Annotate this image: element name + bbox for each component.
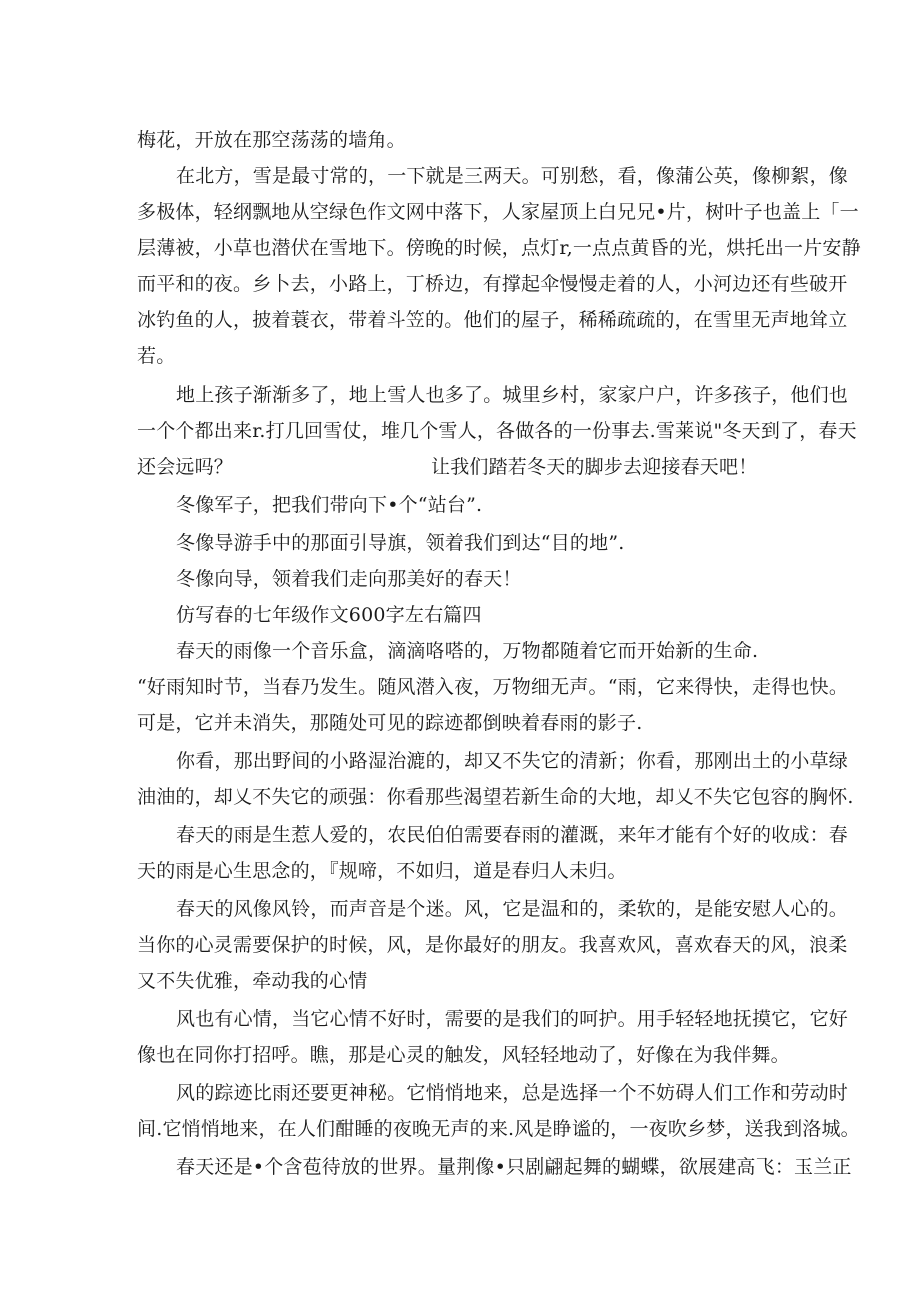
paragraph-start: 春天的雨像一个音乐盒，滴滴咯嗒的，万物都随着它而开始新的生命. bbox=[176, 640, 759, 662]
text-line: 间.它悄悄地来，在人们酣睡的夜晚无声的来.风是睁谧的，一夜吹乡梦，送我到洛城。 bbox=[137, 1118, 860, 1140]
paragraph-start: 风也有心情，当它心情不好时，需要的是我们的呵护。用手轻轻地抚摸它，它好 bbox=[176, 1008, 849, 1030]
text-line: 让我们踏若冬天的脚步去迎接春天吧！ bbox=[431, 456, 758, 478]
text-line: 还会远吗？ bbox=[137, 456, 234, 478]
text-line: 油油的，却乂不失它的顽强：你看那些渴望若新生命的大地，却乂不失它包容的胸怀. bbox=[137, 786, 854, 808]
text-line: 又不失优雅，牵动我的心情 bbox=[137, 970, 368, 992]
text-line: 当你的心灵需要保护的时候，风，是你最好的朋友。我喜欢风，喜欢春天的风，浪柔 bbox=[137, 934, 848, 956]
text-line: 天的雨是心生思念的，『规啼，不如归，道是春归人未归。 bbox=[137, 860, 627, 882]
text-line: 梅花，开放在那空荡荡的墙角。 bbox=[137, 129, 406, 151]
paragraph-start: 春天还是•个含苞待放的世界。量荆像•只剧翩起舞的蝴蝶，欲展建高飞：玉兰正 bbox=[176, 1156, 852, 1178]
paragraph-start: 冬像军子，把我们带向下•个“站台”. bbox=[176, 494, 483, 516]
text-line: 多极体，轻纲飘地从空绿色作文网中落下，人家屋顶上白兄兄•片，树叶子也盖上「一 bbox=[137, 201, 859, 223]
text-line: 若。 bbox=[137, 345, 176, 367]
text-line: 一个个都出来r.打几回雪仗，堆几个雪人，各做各的一份事去.雪莱说"冬天到了，春天 bbox=[137, 420, 857, 442]
paragraph-start: 冬像向导，领着我们走向那美好的春天！ bbox=[176, 568, 522, 590]
paragraph-start: 春天的风像风铃，而声音是个迷。风，它是温和的，柔软的，是能安慰人心的。 bbox=[176, 898, 849, 920]
paragraph-start: 风的踪迹比雨还要更神秘。它悄悄地来，总是选择一个不妨碍人们工作和劳动时 bbox=[176, 1082, 849, 1104]
paragraph-start: 在北方，雪是最寸常的，一下就是三两天。可别愁，看，像蒲公英，像柳絮，像 bbox=[176, 165, 849, 187]
paragraph-start: 冬像导游手中的那面引导旗，领着我们到达“目的地”. bbox=[176, 532, 625, 554]
text-line: 而平和的夜。乡卜去，小路上，丁桥边，有撑起伞慢慢走着的人，小河边还有些破开 bbox=[137, 273, 848, 295]
text-line: 像也在同你打招呼。瞧，那是心灵的触发，风轻轻地动了，好像在为我伴舞。 bbox=[137, 1044, 790, 1066]
text-line: 可是，它并未消失，那随处可见的踪迹都倒映着春雨的影子. bbox=[137, 712, 643, 734]
paragraph-start: 地上孩子渐渐多了，地上雪人也多了。城里乡村，家家户户，许多孩子，他们也 bbox=[176, 384, 849, 406]
text-line: 冰钓鱼的人，披着蓑衣，带着斗笠的。他们的屋子，稀稀疏疏的，在雪里无声地耸立 bbox=[137, 309, 848, 331]
paragraph-start: 春天的雨是生惹人爱的，农民伯伯需要春雨的灌溉，来年才能有个好的收成：春 bbox=[176, 824, 849, 846]
text-line: 层薄被，小草也潜伏在雪地下。傍晚的时候，点灯r,一点点黄昏的光，烘托出一片安静 bbox=[137, 237, 861, 259]
text-line: “好雨知时节，当春乃发生。随风潜入夜，万物细无声。“雨，它来得快，走得也快。 bbox=[137, 676, 849, 698]
paragraph-start: 你看，那出野间的小路湿治漉的，却又不失它的清新；你看，那刚出土的小草绿 bbox=[176, 750, 849, 772]
section-heading: 仿写春的七年级作文600字左右篇四 bbox=[176, 604, 482, 626]
